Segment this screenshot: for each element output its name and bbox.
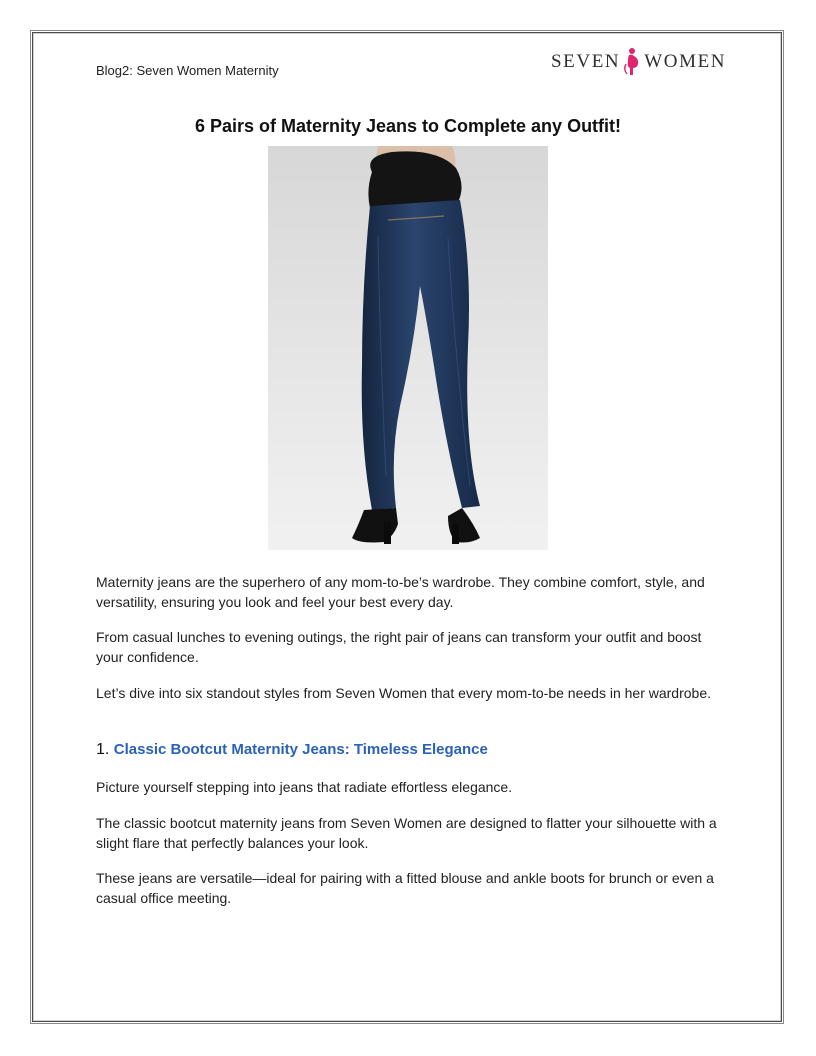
section-1-paragraph-3: These jeans are versatile—ideal for pairing with a fitted blouse and ankle boots for brunch or even a casual office meeting. <box>96 870 714 906</box>
classic-bootcut-heading-link[interactable]: Classic Bootcut Maternity Jeans: Timeless Elegance <box>113 741 488 758</box>
pregnant-woman-icon <box>621 47 643 77</box>
logo-word-seven: SEVEN <box>551 51 621 72</box>
section-1-paragraph-1: Picture yourself stepping into jeans that radiate effortless elegance. <box>96 779 513 795</box>
document-label: Blog2: Seven Women Maternity <box>96 63 279 78</box>
seven-women-logo[interactable] <box>551 47 726 77</box>
section-number: 1. <box>96 741 114 758</box>
maternity-jeans-photo <box>268 146 548 550</box>
section-1-paragraph-2: The classic bootcut maternity jeans from Seven Women are designed to flatter your silhouette with a slight flare that perfectly balances your look. <box>96 815 717 851</box>
section-heading-1 <box>96 739 488 761</box>
intro-paragraph-3: Let’s dive into six standout styles from Seven Women that every mom-to-be needs in her wardrobe. <box>96 685 712 701</box>
intro-paragraph-2: From casual lunches to evening outings, the right pair of jeans can transform your outfit and boost your confidence. <box>96 629 702 665</box>
intro-paragraph-1: Maternity jeans are the superhero of any mom-to-be’s wardrobe. They combine comfort, style, and versatility, ensuring you look and feel your best every day. <box>96 574 705 610</box>
logo-word-women: WOMEN <box>644 51 727 72</box>
article-title: 6 Pairs of Maternity Jeans to Complete any Outfit! <box>194 116 622 137</box>
